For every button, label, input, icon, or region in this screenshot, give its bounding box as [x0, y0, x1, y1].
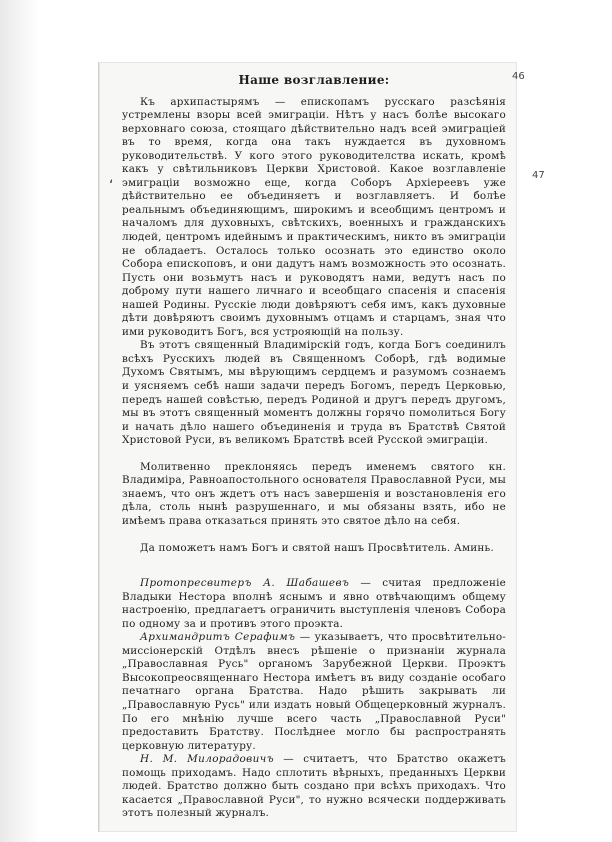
document-body [122, 66, 506, 821]
spacer [122, 448, 506, 461]
speaker-name: Архимандритъ Серафимъ [140, 631, 296, 644]
margin-mark: ‘ [109, 178, 114, 194]
page-title: Наше возглавление: [238, 73, 390, 87]
handwritten-side-number: 47 [532, 170, 545, 181]
speech-shabashev [122, 577, 506, 631]
speaker-name: Протопресвитеръ А. Шабашевъ [140, 577, 350, 590]
speech-text: — считая предложеніе Владыки Нестора вполнѣ яснымъ и явно отвѣчающимъ общему настроенію, предлагаетъ ограничить выступленія членовъ Собора по одному за и противъ этого проэкта. [122, 577, 507, 630]
paragraph-4: Да поможетъ намъ Богъ и святой нашъ Просвѣтитель. Аминь. [140, 541, 494, 554]
speech-serafim [122, 631, 506, 753]
scan-shadow [0, 0, 40, 842]
paragraph-2: Въ этотъ священный Владимірскій годъ, когда Богъ соединилъ всѣхъ Русскихъ людей въ Священномъ Соборѣ, гдѣ водимые Духомъ Святымъ, мы вѣрующимъ сердцемъ и разумомъ сознаемъ и уясняемъ себѣ наши задачи передъ Богомъ, передъ Церковью, передъ нашей совѣстью, передъ Родиной и другъ передъ другомъ, мы въ этотъ священный моментъ должны горячо помолиться Богу и начать дѣло нашего объединенія и труда въ Братствѣ Святой Христовой Руси, въ великомъ Братствѣ всей Русской эмиграціи. [122, 339, 506, 447]
paragraph-3: Молитвенно преклоняясь передъ именемъ святого кн. Владиміра, Равноапостольного основателя Православной Руси, мы знаемъ, что онъ ждетъ отъ насъ завершенія и возстановленія его дѣла, столь нынѣ разрушеннаго, и мы обязаны взять, ибо не имѣемъ права отказаться принять это святое дѣло на себя. [122, 460, 506, 527]
spacer [122, 555, 506, 577]
speech-text: — указываетъ, что просвѣтительно-миссіонерскій Отдѣлъ внесъ рѣшеніе о признаніи журнала „Православная Русь" органомъ Зарубежной Церкви. Проэктъ Высокопреосвященнаго Нестора имѣетъ въ виду созданіе особаго печатнаго органа Братства. Надо рѣшить закрывать ли „Православную Русь" или издать новый Общецерковный журналъ. По его мнѣнію лучше всего часть „Православной Руси" предоставить Братству. Послѣднее могло бы распространять церковную литературу. [122, 631, 506, 752]
handwritten-page-number: 46 [512, 71, 525, 82]
speaker-name: Н. М. Милорадовичъ [140, 753, 274, 766]
spacer [122, 529, 506, 542]
speech-miloradovich [122, 753, 506, 821]
paragraph-1: Къ архипастырямъ — епископамъ русскаго разсѣянія устремлены взоры всей эмиграціи. Нѣтъ у насъ болѣе высокаго верховнаго союза, стоящаго дѣйствительно надъ всей эмиграціей въ то время, когда она такъ нуждается въ духовномъ руководительствѣ. У кого этого руководителства искать, кромѣ какъ у свѣтильниковъ Церкви Христовой. Какое возглавленіе эмиграціи возможно еще, когда Соборъ Архіереевъ уже дѣйствительно ее объединяетъ и возглавляетъ. И болѣе реальнымъ объединяющимъ, широкимъ и всеобщимъ центромъ и началомъ для духовныхъ, свѣтскихъ, военныхъ и гражданскихъ людей, центромъ идейнымъ и практическимъ, никто въ эмиграціи не обладаетъ. Осталось только осознать это единство около Собора епископовъ, и они дадутъ намъ возможность это осознать. Пусть они возьмутъ насъ и руководятъ нами, ведутъ насъ по доброму пути нашего личнаго и всеобщаго спасенія и спасенія нашей Родины. Русскіе люди довѣряютъ себя имъ, какъ духовные дѣти довѣряютъ своимъ духовнымъ отцамъ и старцамъ, зная что ими руководитъ Богъ, вся устрояющій на пользу. [122, 95, 506, 338]
speech-text: — считаетъ, что Братство окажетъ помощь приходамъ. Надо сплотить вѣрныхъ, преданныхъ Церкви людей. Братство должно быть создано при всѣхъ приходахъ. Что касается „Православной Руси", то нужно всячески поддерживать этотъ полезный журналъ. [122, 753, 506, 820]
